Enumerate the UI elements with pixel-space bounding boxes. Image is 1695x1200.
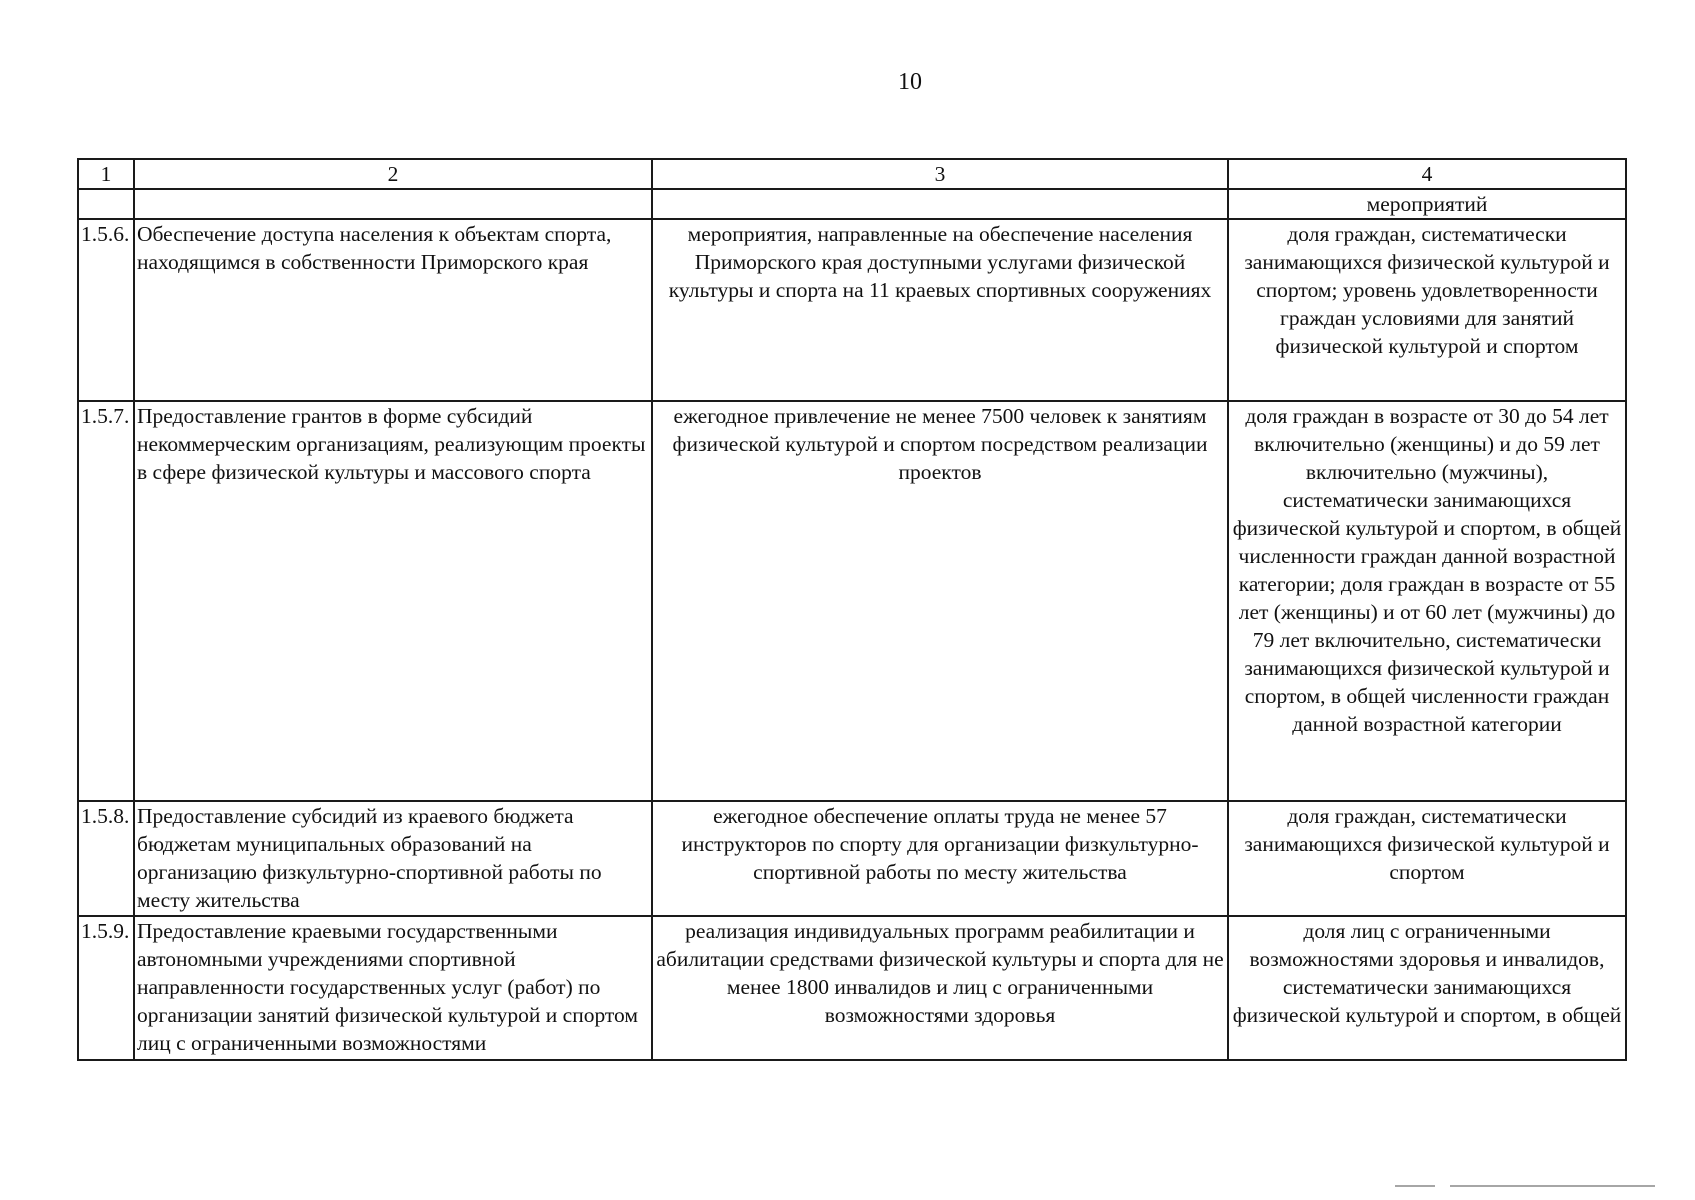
row-event: Обеспечение доступа населения к объектам спорта, находящимся в собственности Приморского края xyxy=(134,219,652,401)
table-row xyxy=(78,219,1626,401)
table-row xyxy=(78,801,1626,916)
continuation-cell-3 xyxy=(652,189,1228,219)
table-row xyxy=(78,401,1626,801)
row-result: ежегодное привлечение не менее 7500 человек к занятиям физической культурой и спортом посредством реализации проектов xyxy=(652,401,1228,801)
row-number: 1.5.7. xyxy=(78,401,134,801)
row-event: Предоставление краевыми государственными автономными учреждениями спортивной направленности государственных услуг (работ) по организации занятий физической культурой и спортом лиц с ограниченными возможностями xyxy=(134,916,652,1060)
continuation-row xyxy=(78,189,1626,219)
measures-table xyxy=(77,158,1627,1061)
header-cell-3: 3 xyxy=(652,159,1228,189)
row-event: Предоставление грантов в форме субсидий некоммерческим организациям, реализующим проекты в сфере физической культуры и массового спорта xyxy=(134,401,652,801)
continuation-cell-2 xyxy=(134,189,652,219)
row-result: реализация индивидуальных программ реабилитации и абилитации средствами физической культуры и спорта для не менее 1800 инвалидов и лиц с ограниченными возможностями здоровья xyxy=(652,916,1228,1060)
table-header-row xyxy=(78,159,1626,189)
row-number: 1.5.8. xyxy=(78,801,134,916)
header-cell-1: 1 xyxy=(78,159,134,189)
row-result: мероприятия, направленные на обеспечение населения Приморского края доступными услугами физической культуры и спорта на 11 краевых спортивных сооружениях xyxy=(652,219,1228,401)
row-result: ежегодное обеспечение оплаты труда не менее 57 инструкторов по спорту для организации физкультурно-спортивной работы по месту жительства xyxy=(652,801,1228,916)
row-number: 1.5.6. xyxy=(78,219,134,401)
row-event: Предоставление субсидий из краевого бюджета бюджетам муниципальных образований на организацию физкультурно-спортивной работы по месту жительства xyxy=(134,801,652,916)
header-cell-2: 2 xyxy=(134,159,652,189)
header-cell-4: 4 xyxy=(1228,159,1626,189)
page-number: 10 xyxy=(898,69,922,95)
row-indicator: доля граждан в возрасте от 30 до 54 лет включительно (женщины) и до 59 лет включительно (мужчины), систематически занимающихся физической культурой и спортом, в общей численности граждан данной возрастной категории; доля граждан в возрасте от 55 лет (женщины) и от 60 лет (мужчины) до 79 лет включительно, систематически занимающихся физической культурой и спортом, в общей численности граждан данной возрастной категории xyxy=(1228,401,1626,801)
scan-artifact-lines xyxy=(1395,1184,1655,1188)
table-row xyxy=(78,916,1626,1060)
continuation-cell-1 xyxy=(78,189,134,219)
row-indicator: доля граждан, систематически занимающихся физической культурой и спортом; уровень удовлетворенности граждан условиями для занятий физической культурой и спортом xyxy=(1228,219,1626,401)
continuation-cell-4: мероприятий xyxy=(1228,189,1626,219)
row-indicator: доля граждан, систематически занимающихся физической культурой и спортом xyxy=(1228,801,1626,916)
row-number: 1.5.9. xyxy=(78,916,134,1060)
row-indicator: доля лиц с ограниченными возможностями здоровья и инвалидов, систематически занимающихся физической культурой и спортом, в общей xyxy=(1228,916,1626,1060)
